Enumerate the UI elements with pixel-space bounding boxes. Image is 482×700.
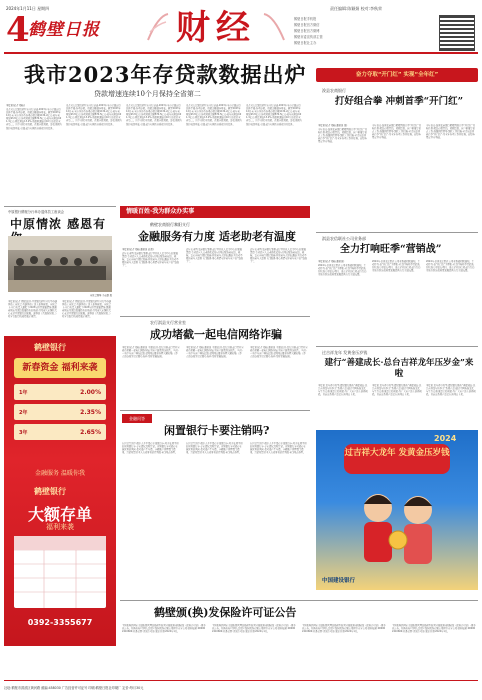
masthead-rule — [4, 52, 478, 54]
rate-value: 2.00% — [80, 388, 101, 396]
rate-value: 2.65% — [80, 428, 101, 436]
info-box — [294, 16, 434, 50]
ad-banner — [14, 358, 106, 378]
mid-body2-col1: 本报讯(记者 郑楠 通讯员 王丽)近日,农行淇县支行营业室成功堵截一起电信网络诈骗,为客户避免经济损失。当日,一名中年客户神色慌张来到网点要求办理大额转账,工作人员察觉异常后耐心询问,及时识破骗局。 — [122, 346, 180, 359]
right-headline2: 全力打响旺季“营销战” — [340, 244, 442, 255]
ad-brand-mid: 鹤壁银行 — [34, 486, 66, 496]
right-body2-col1: 2024年,淇县农信联社公司业务部积极谋划、主动作为,以“开门红”为契机,全力打响旺季营销战,持续加大对重点项目、重点企业的信贷支持力度,为地方经济高质量发展提供有力金融支撑。 — [318, 264, 367, 277]
divider — [120, 410, 310, 411]
middle-column — [120, 206, 310, 646]
divider — [120, 316, 310, 317]
right-body3-col2: 本报讯 龙年春节将至,建设银行推出“善建成长·总台吉祥龙年压岁金”系列产品,融合中国传统文化与生肖元素,寓意美好祝福,为广大客户送上新春祝福。目前该系列产品已在各网点上架。 — [372, 384, 422, 397]
ad-table — [14, 536, 106, 608]
bank-ad — [4, 336, 116, 646]
ad-rate-title: 大额存单 — [27, 505, 92, 524]
info-line: 鹤壁日报官方微博 — [294, 29, 320, 33]
right-byline1: 本报讯(记者 郑楠 通讯员 张) — [318, 124, 348, 127]
divider — [120, 600, 478, 601]
mid-body3-col2: 在日常生活中,很多人手中都有多张银行卡,对于长期不用的闲置银行卡,专家建议及时注销。闲置银行卡可能存在被冒用的风险,也可能产生年费、小额账户管理费等费用。注销时需持本人有效身份证件到发卡行网点办理。 — [186, 442, 243, 455]
mid-headline2: 成功堵截一起电信网络诈骗 — [150, 328, 282, 341]
mid-body3-col1: 在日常生活中,很多人手中都有多张银行卡,对于长期不用的闲置银行卡,专家建议及时注销。闲置银行卡可能存在被冒用的风险,也可能产生年费、小额账户管理费等费用。注销时需持本人有效身份证件到发卡行网点办理。 — [122, 442, 179, 455]
left-body-col2: 本报讯(记者 郭斌)近日,中原银行鹤壁分行举办退休员工座谈会,为退休员工送上新春祝福。座谈会上,分行负责人通报了2023年经营发展情况,感谢老同志为银行发展作出的贡献,并希望大家继续关心支持中原银行的发展。退休员工代表纷纷发言,对分行取得的成绩表示祝贺。 — [62, 300, 112, 319]
ad-rate-sub: 福利来袭 — [46, 523, 74, 531]
divider — [316, 346, 478, 347]
right-kicker3: 过吉祥龙年 发黄金压岁钱 — [322, 350, 368, 355]
right-kicker2: 淇县农信联社公司业务部 — [322, 236, 366, 241]
left-body-col1: 本报讯(记者 郭斌)近日,中原银行鹤壁分行举办退休员工座谈会,为退休员工送上新春祝福。座谈会上,分行负责人通报了2023年经营发展情况,感谢老同志为银行发展作出的贡献,并希望大家继续关心支持中原银行的发展。退休员工代表纷纷发言,对分行取得的成绩表示祝贺。 — [8, 300, 58, 319]
middle-bar-label: 情暖百姓·我为群众办实事 — [126, 208, 195, 215]
right-body1-col1: 今年以来,浚县农商银行紧紧围绕首季“开门红”目标任务,聚焦存款营销、贷款投放、客户拓展等重点工作,加强组织领导,细化工作措施,全力以赴冲刺首季“开门红”,为全年各项工作开好局、起好步奠定坚实基础。 — [318, 128, 368, 144]
ccb-year: 2024 — [434, 434, 457, 443]
qa-tag-label: 金融问答 — [129, 416, 145, 421]
mid-kicker1: 鹤壁农商银行黎阳支行 — [150, 222, 190, 227]
photo-people-icon — [8, 236, 112, 292]
right-body3-col3: 本报讯 龙年春节将至,建设银行推出“善建成长·总台吉祥龙年压岁金”系列产品,融合中国传统文化与生肖元素,寓意美好祝福,为广大客户送上新春祝福。目前该系列产品已在各网点上架。 — [426, 384, 476, 397]
ad-rate-rows — [14, 384, 106, 464]
date-line: 2024年1月11日 星期四 — [6, 6, 50, 11]
mid-body1-col1: 近年来,鹤壁农商银行黎阳支行坚持以人民为中心的发展思想,主动适应人口老龄化趋势,在网点配备老花镜、轮椅、爱心座椅等便民设施,开设老年人绿色通道,为行动不便的老年人提供上门服务,用心用情守护老年客户的“钱袋子”。 — [122, 252, 180, 268]
mid-kicker2: 农行淇县支行营业室 — [150, 320, 186, 325]
footer-rule — [4, 680, 478, 681]
mid-body1-col3: 近年来,鹤壁农商银行黎阳支行坚持以人民为中心的发展思想,主动适应人口老龄化趋势,在网点配备老花镜、轮椅、爱心座椅等便民设施,开设老年人绿色通道,为行动不便的老年人提供上门服务,用心用情守护老年客户的“钱袋子”。 — [250, 248, 308, 264]
right-body2-col3: 2024年,淇县农信联社公司业务部积极谋划、主动作为,以“开门红”为契机,全力打响旺季营销战,持续加大对重点项目、重点企业的信贷支持力度,为地方经济高质量发展提供有力金融支撑。 — [426, 260, 475, 273]
lead-body-col4: 记者从人民银行鹤壁市分行获悉,2023年全市金融运行总体平稳,各项存款、贷款余额稳步增长。截至2023年12月末,全市本外币各项存款余额1134.2亿元,较年初增加93.8亿元;各项贷款余额870.5亿元,较年初增加101.3亿元,同比增长13.2%,贷款增速连续10个月保持全省第二。其中,制造业贷款、普惠小微贷款、涉农贷款均保持较快增长,金融支持实体经济质效持续提升。 — [186, 104, 242, 126]
ccb-ad — [316, 430, 478, 590]
section-decor-right — [262, 12, 286, 42]
divider — [4, 206, 116, 207]
rate-term: 2年 — [19, 409, 28, 416]
ad-phone: 0392-3355677 — [27, 618, 93, 627]
rate-row — [14, 384, 106, 400]
right-body1-col2: 今年以来,浚县农商银行紧紧围绕首季“开门红”目标任务,聚焦存款营销、贷款投放、客户拓展等重点工作,加强组织领导,细化工作措施,全力以赴冲刺首季“开门红”,为全年各项工作开好局、起好步奠定坚实基础。 — [372, 124, 422, 140]
lead-subhead: 贷款增速连续10个月保持全省第二 — [94, 90, 201, 98]
ccb-title — [344, 444, 450, 474]
info-line: 鹤壁日报社主办 — [294, 41, 317, 45]
lead-body-col3: 记者从人民银行鹤壁市分行获悉,2023年全市金融运行总体平稳,各项存款、贷款余额稳步增长。截至2023年12月末,全市本外币各项存款余额1134.2亿元,较年初增加93.8亿元;各项贷款余额870.5亿元,较年初增加101.3亿元,同比增长13.2%,贷款增速连续10个月保持全省第二。其中,制造业贷款、普惠小微贷款、涉农贷款均保持较快增长,金融支持实体经济质效持续提升。 — [126, 104, 182, 126]
notice-body-col3: 下列机构经国家金融监督管理总局鹤壁监管分局批准,颁(换)发《保险许可证》,现予以公告。机构名称:中国人民财产保险股份有限公司鹤壁市分公司;机构编码:000002410600;业务范围:详见许可证;发证日期:2024年1月。 — [302, 624, 386, 634]
info-line: 鹤壁市委宣传部主管 — [294, 35, 323, 39]
right-body2-col2: 2024年,淇县农信联社公司业务部积极谋划、主动作为,以“开门红”为契机,全力打响旺季营销战,持续加大对重点项目、重点企业的信贷支持力度,为地方经济高质量发展提供有力金融支撑。 — [372, 260, 421, 273]
right-body3-col1: 本报讯 龙年春节将至,建设银行推出“善建成长·总台吉祥龙年压岁金”系列产品,融合中国传统文化与生肖元素,寓意美好祝福,为广大客户送上新春祝福。目前该系列产品已在各网点上架。 — [318, 384, 368, 397]
section-title: 财经 — [176, 8, 256, 48]
ccb-title-text: 过吉祥大龙年 发黄金压岁钱 — [344, 448, 450, 458]
right-byline2: 本报讯(记者 郑楠 通讯员) — [318, 260, 345, 263]
middle-bar — [120, 206, 310, 218]
ccb-bank: 中国建设银行 — [322, 578, 356, 584]
lead-story — [4, 62, 307, 212]
rate-value: 2.35% — [80, 408, 101, 416]
right-body1-col3: 今年以来,浚县农商银行紧紧围绕首季“开门红”目标任务,聚焦存款营销、贷款投放、客户拓展等重点工作,加强组织领导,细化工作措施,全力以赴冲刺首季“开门红”,为全年各项工作开好局、起好步奠定坚实基础。 — [426, 124, 476, 140]
mid-body3-col3: 在日常生活中,很多人手中都有多张银行卡,对于长期不用的闲置银行卡,专家建议及时注销。闲置银行卡可能存在被冒用的风险,也可能产生年费、小额账户管理费等费用。注销时需持本人有效身份证件到发卡行网点办理。 — [250, 442, 307, 455]
divider — [316, 232, 478, 233]
ad-brand-top: 鹤壁银行 — [34, 342, 66, 352]
notice-body-col4: 下列机构经国家金融监督管理总局鹤壁监管分局批准,颁(换)发《保险许可证》,现予以公告。机构名称:中国人民财产保险股份有限公司鹤壁市分公司;机构编码:000002410600;业务范围:详见许可证;发证日期:2024年1月。 — [392, 624, 476, 634]
info-line: 鹤壁日报官方微信 — [294, 23, 320, 27]
lead-byline: 本报讯(记者 郑楠) — [6, 104, 25, 107]
masthead — [0, 0, 482, 58]
ccb-kids-illustration — [346, 478, 450, 568]
left-story — [4, 206, 116, 336]
right-kicker1: 浚县农商银行 — [322, 88, 346, 93]
info-line: 鹤壁日报手机报 — [294, 17, 317, 21]
notice — [120, 600, 478, 666]
mid-headline3: 闲置银行卡要注销吗? — [164, 424, 270, 437]
lead-body-col2: 记者从人民银行鹤壁市分行获悉,2023年全市金融运行总体平稳,各项存款、贷款余额稳步增长。截至2023年12月末,全市本外币各项存款余额1134.2亿元,较年初增加93.8亿元;各项贷款余额870.5亿元,较年初增加101.3亿元,同比增长13.2%,贷款增速连续10个月保持全省第二。其中,制造业贷款、普惠小微贷款、涉农贷款均保持较快增长,金融支持实体经济质效持续提升。 — [66, 104, 122, 126]
lead-headline: 我市2023年存贷款数据出炉 — [24, 62, 307, 87]
right-headline3: 建行“善建成长·总台吉祥龙年压岁金”来啦 — [324, 358, 474, 379]
editor-line: 责任编辑:陈颖娟 校对:李秋荣 — [330, 6, 382, 11]
notice-headline: 鹤壁颁(换)发保险许可证公告 — [154, 606, 297, 619]
right-bar-label: 奋力夺取“开门红” 实现“全年红” — [355, 72, 439, 78]
page-number: 4 — [6, 10, 30, 50]
section-decor — [146, 12, 170, 42]
mid-body1-col2: 近年来,鹤壁农商银行黎阳支行坚持以人民为中心的发展思想,主动适应人口老龄化趋势,在网点配备老花镜、轮椅、爱心座椅等便民设施,开设老年人绿色通道,为行动不便的老年人提供上门服务,用心用情守护老年客户的“钱袋子”。 — [186, 248, 244, 264]
mid-byline1: 本报讯(记者 郑楠 通讯员 赵燕) — [122, 248, 154, 251]
ad-banner-text: 新春资金 福利来袭 — [22, 363, 98, 373]
rate-term: 3年 — [19, 429, 28, 436]
lead-body-col1: 记者从人民银行鹤壁市分行获悉,2023年全市金融运行总体平稳,各项存款、贷款余额稳步增长。截至2023年12月末,全市本外币各项存款余额1134.2亿元,较年初增加93.8亿元;各项贷款余额870.5亿元,较年初增加101.3亿元,同比增长13.2%,贷款增速连续10个月保持全省第二。其中,制造业贷款、普惠小微贷款、涉农贷款均保持较快增长,金融支持实体经济质效持续提升。 — [6, 108, 62, 130]
lead-body-col5: 记者从人民银行鹤壁市分行获悉,2023年全市金融运行总体平稳,各项存款、贷款余额稳步增长。截至2023年12月末,全市本外币各项存款余额1134.2亿元,较年初增加93.8亿元;各项贷款余额870.5亿元,较年初增加101.3亿元,同比增长13.2%,贷款增速连续10个月保持全省第二。其中,制造业贷款、普惠小微贷款、涉农贷款均保持较快增长,金融支持实体经济质效持续提升。 — [246, 104, 302, 126]
rate-row — [14, 404, 106, 420]
notice-body-col1: 下列机构经国家金融监督管理总局鹤壁监管分局批准,颁(换)发《保险许可证》,现予以公告。机构名称:中国人民财产保险股份有限公司鹤壁市分公司;机构编码:000002410600;业务范围:详见许可证;发证日期:2024年1月。 — [122, 624, 206, 634]
ad-tagline: 金融服务 温暖你我 — [35, 470, 85, 477]
left-photo — [8, 236, 112, 292]
right-headline1: 打好组合拳 冲刺首季“开门红” — [334, 96, 464, 107]
rate-row — [14, 424, 106, 440]
notice-body-col2: 下列机构经国家金融监督管理总局鹤壁监管分局批准,颁(换)发《保险许可证》,现予以公告。机构名称:中国人民财产保险股份有限公司鹤壁市分公司;机构编码:000002410600;业务范围:详见许可证;发证日期:2024年1月。 — [212, 624, 296, 634]
paper-name: 鹤壁日报 — [28, 20, 100, 40]
table-grid-icon — [14, 536, 106, 608]
left-kicker: 中原银行鹤壁分行举办退休员工座谈会 — [8, 210, 65, 214]
left-caption: 座谈会现场 李志勤 摄 — [89, 294, 112, 297]
footer-text: 社址:鹤壁市淇滨区黄河路 邮编:458030 广告经营许可证号 印刷:鹤壁日报社印刷厂 定价:每月30元 — [4, 686, 144, 690]
right-bar — [316, 68, 478, 82]
mid-body2-col2: 本报讯(记者 郑楠 通讯员 王丽)近日,农行淇县支行营业室成功堵截一起电信网络诈骗,为客户避免经济损失。当日,一名中年客户神色慌张来到网点要求办理大额转账,工作人员察觉异常后耐心询问,及时识破骗局。 — [186, 346, 244, 359]
qa-tag — [122, 414, 152, 423]
mid-body2-col3: 本报讯(记者 郑楠 通讯员 王丽)近日,农行淇县支行营业室成功堵截一起电信网络诈骗,为客户避免经济损失。当日,一名中年客户神色慌张来到网点要求办理大额转账,工作人员察觉异常后耐心询问,及时识破骗局。 — [250, 346, 308, 359]
mid-headline1: 金融服务有力度 适老助老有温度 — [138, 230, 296, 243]
children-icon — [346, 478, 450, 568]
rate-term: 1年 — [19, 389, 28, 396]
left-headline: 中原情浓 感恩有 — [10, 217, 107, 231]
qr-code-icon — [440, 16, 474, 50]
